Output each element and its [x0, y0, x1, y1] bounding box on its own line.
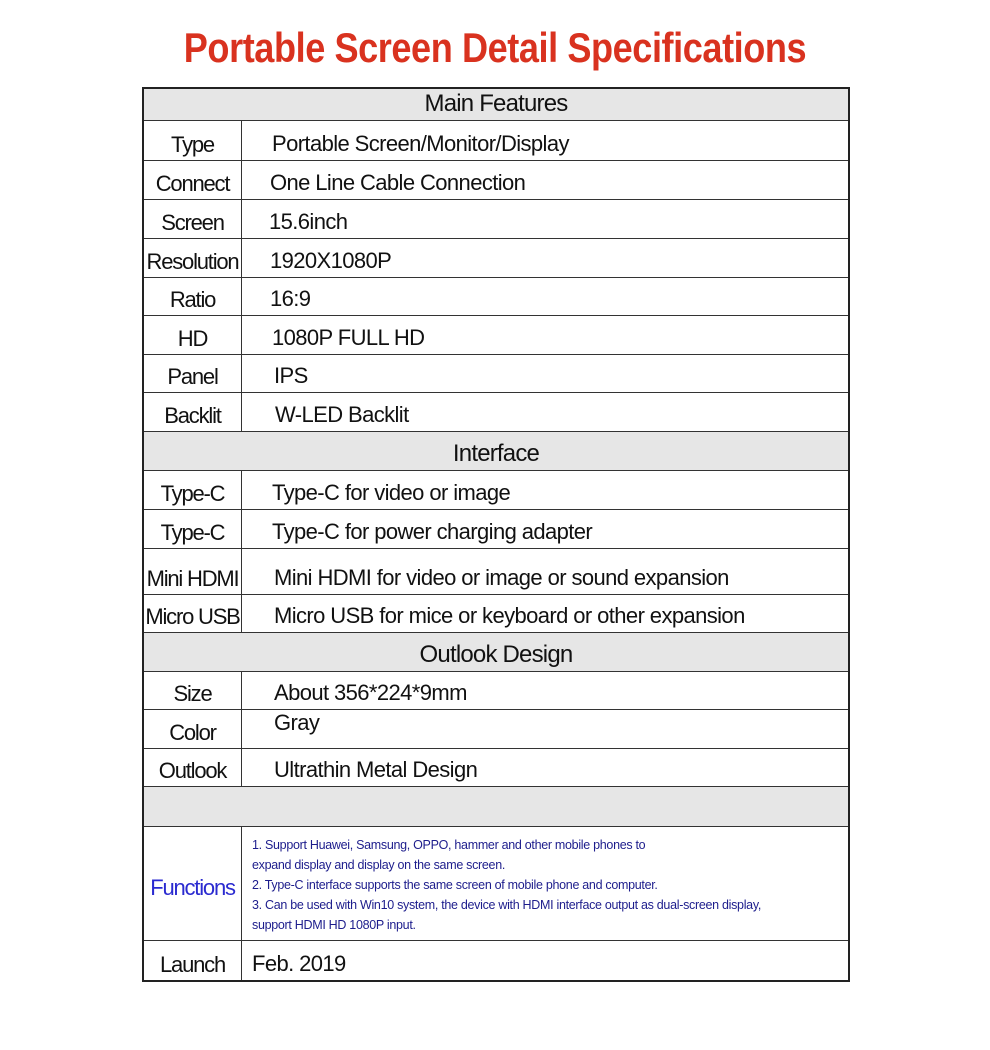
row-value: Ultrathin Metal Design	[274, 757, 478, 782]
row-value-cell	[242, 200, 848, 238]
row-value-cell	[242, 749, 848, 786]
row-value: 16:9	[270, 286, 311, 311]
row-label-cell	[144, 595, 242, 632]
row-label-cell	[144, 510, 242, 548]
section-title: Interface	[452, 440, 540, 467]
row-value: W-LED Backlit	[275, 402, 409, 427]
functions-text	[252, 835, 842, 935]
row-label-cell	[144, 941, 242, 980]
launch-label: Launch	[160, 952, 225, 977]
row-value: Type-C for video or image	[272, 480, 511, 505]
section-outlook-design	[144, 633, 848, 672]
row-label-cell	[144, 121, 242, 160]
table-row	[144, 121, 848, 161]
section-blank	[144, 787, 848, 827]
row-value: Micro USB for mice or keyboard or other expansion	[274, 603, 745, 628]
row-label: Color	[169, 720, 216, 745]
row-label: Connect	[155, 171, 230, 196]
row-label: Screen	[161, 210, 224, 235]
row-value-cell	[242, 316, 848, 354]
row-label: Size	[173, 681, 212, 706]
row-label: Resolution	[146, 249, 239, 274]
table-row	[144, 749, 848, 787]
table-row	[144, 393, 848, 432]
table-row	[144, 672, 848, 710]
table-row	[144, 549, 848, 595]
row-value: About 356*224*9mm	[274, 680, 467, 705]
row-label-cell	[144, 239, 242, 277]
section-title: Outlook Design	[419, 641, 573, 668]
launch-row	[144, 941, 848, 980]
table-row	[144, 471, 848, 510]
section-main-features	[144, 89, 848, 121]
row-value-cell	[242, 239, 848, 277]
functions-line: 1. Support Huawei, Samsung, OPPO, hammer and other mobile phones to	[252, 838, 646, 852]
row-value: Portable Screen/Monitor/Display	[272, 131, 569, 156]
row-label-cell	[144, 749, 242, 786]
table-row	[144, 316, 848, 355]
row-value-cell	[242, 355, 848, 392]
row-label-cell	[144, 278, 242, 315]
row-label: Panel	[167, 364, 218, 389]
row-value: Gray	[274, 710, 320, 735]
row-label: Backlit	[164, 403, 221, 428]
row-value-cell	[242, 549, 848, 594]
row-label: Ratio	[169, 287, 216, 312]
page-title: Portable Screen Detail Specifications	[183, 24, 807, 71]
functions-line: support HDMI HD 1080P input.	[252, 918, 416, 932]
row-value-cell	[242, 121, 848, 160]
table-row	[144, 510, 848, 549]
functions-label: Functions	[150, 875, 235, 900]
row-value: 15.6inch	[269, 209, 348, 234]
table-row	[144, 161, 848, 200]
row-value-cell	[242, 595, 848, 632]
row-label: Type	[171, 132, 214, 157]
section-title: Main Features	[424, 90, 568, 117]
row-value-cell	[242, 471, 848, 509]
row-label: HD	[177, 326, 208, 351]
row-value: One Line Cable Connection	[270, 170, 526, 195]
functions-line: expand display and display on the same screen.	[252, 858, 506, 872]
row-value: 1920X1080P	[270, 248, 392, 273]
functions-row	[144, 827, 848, 941]
row-value-cell	[242, 941, 848, 980]
row-value: Mini HDMI for video or image or sound expansion	[274, 565, 729, 590]
table-row	[144, 200, 848, 239]
functions-line: 2. Type-C interface supports the same screen of mobile phone and computer.	[252, 878, 658, 892]
row-value: Type-C for power charging adapter	[272, 519, 593, 544]
row-label-cell	[144, 393, 242, 431]
row-label-cell	[144, 710, 242, 748]
row-label: Micro USB	[145, 604, 240, 629]
row-label-cell	[144, 316, 242, 354]
row-label-cell	[144, 672, 242, 709]
row-label-cell	[144, 355, 242, 392]
row-label: Type-C	[160, 520, 225, 545]
functions-line: 3. Can be used with Win10 system, the device with HDMI interface output as dual-screen display,	[252, 898, 762, 912]
row-value-cell	[242, 278, 848, 315]
row-label: Mini HDMI	[146, 566, 239, 591]
row-value-cell	[242, 672, 848, 709]
row-value: IPS	[274, 363, 308, 388]
row-label-cell	[144, 827, 242, 940]
row-value-cell	[242, 161, 848, 199]
table-row	[144, 239, 848, 278]
row-label-cell	[144, 161, 242, 199]
spec-table	[142, 87, 850, 982]
section-interface	[144, 432, 848, 471]
table-row	[144, 710, 848, 749]
row-label-cell	[144, 471, 242, 509]
row-value-cell	[242, 393, 848, 431]
row-label-cell	[144, 200, 242, 238]
table-row	[144, 355, 848, 393]
row-value: 1080P FULL HD	[272, 325, 425, 350]
table-row	[144, 595, 848, 633]
row-label: Outlook	[158, 758, 227, 783]
row-value-cell	[242, 510, 848, 548]
row-value-cell	[242, 710, 848, 748]
row-label: Type-C	[160, 481, 225, 506]
launch-value: Feb. 2019	[252, 951, 346, 976]
row-label-cell	[144, 549, 242, 594]
table-row	[144, 278, 848, 316]
